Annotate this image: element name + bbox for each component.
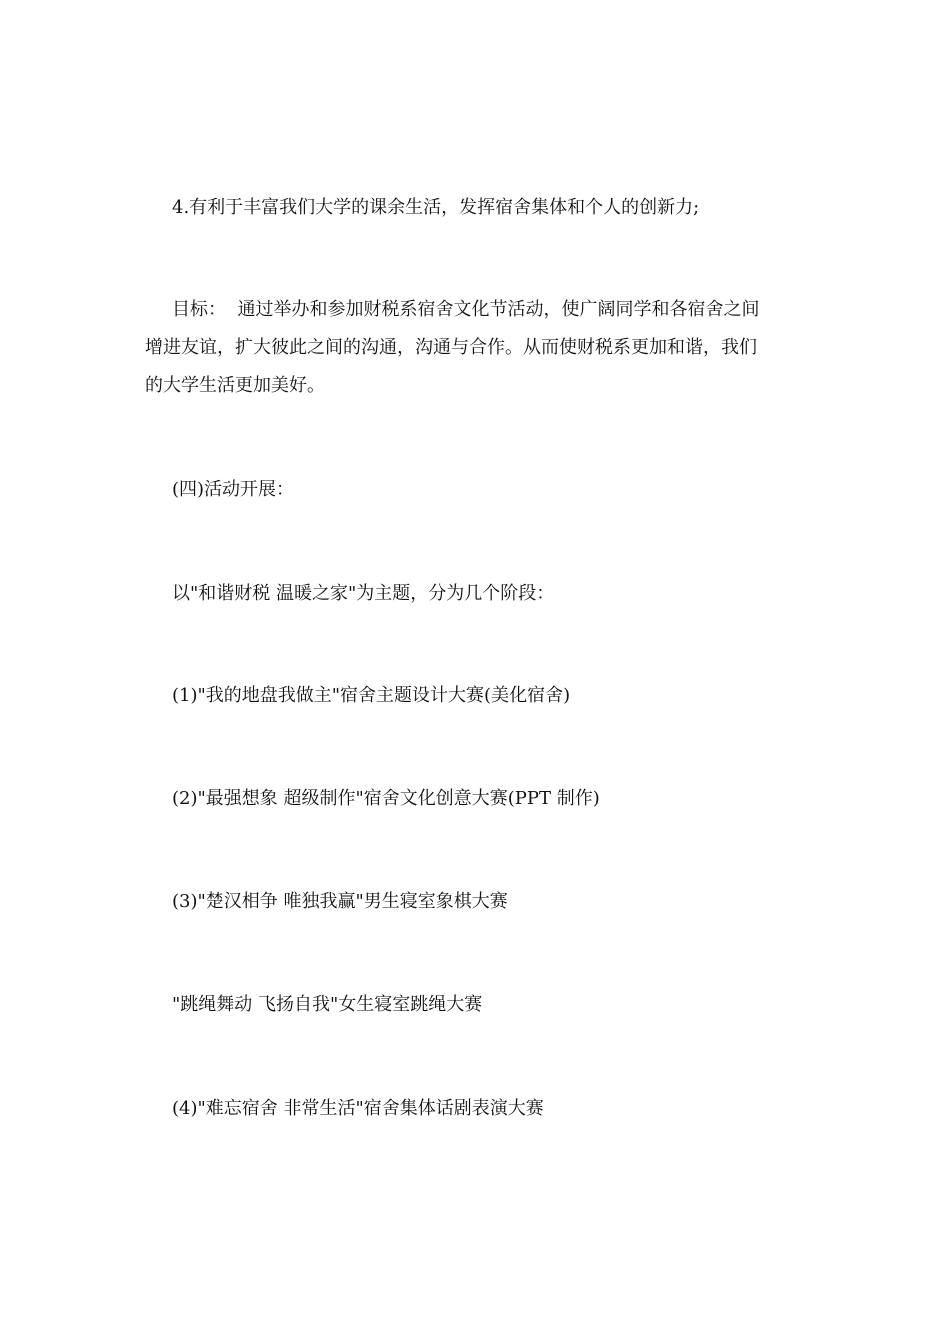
goal-paragraph-line-3: 的大学生活更加美好。 bbox=[145, 375, 325, 396]
paragraph-item-4: 4.有利于丰富我们大学的课余生活，发挥宿舍集体和个人的创新力; bbox=[172, 197, 700, 218]
theme-intro: 以"和谐财税 温暖之家"为主题，分为几个阶段： bbox=[172, 583, 555, 604]
goal-paragraph-line-2: 增进友谊，扩大彼此之间的沟通，沟通与合作。从而使财税系更加和谐，我们 bbox=[145, 337, 757, 358]
stage-item: (3)"楚汉相争 唯独我赢"男生寝室象棋大赛 bbox=[172, 891, 508, 912]
section-heading: (四)活动开展： bbox=[172, 479, 295, 500]
goal-paragraph-line-1: 目标： 通过举办和参加财税系宿舍文化节活动，使广阔同学和各宿舍之间 bbox=[172, 299, 760, 320]
stage-item: (4)"难忘宿舍 非常生活"宿舍集体话剧表演大赛 bbox=[172, 1098, 544, 1119]
stage-item: "跳绳舞动 飞扬自我"女生寝室跳绳大赛 bbox=[172, 994, 483, 1015]
stage-item: (2)"最强想象 超级制作"宿舍文化创意大赛(PPT 制作) bbox=[172, 788, 600, 809]
stage-item: (1)"我的地盘我做主"宿舍主题设计大赛(美化宿舍) bbox=[172, 685, 571, 706]
